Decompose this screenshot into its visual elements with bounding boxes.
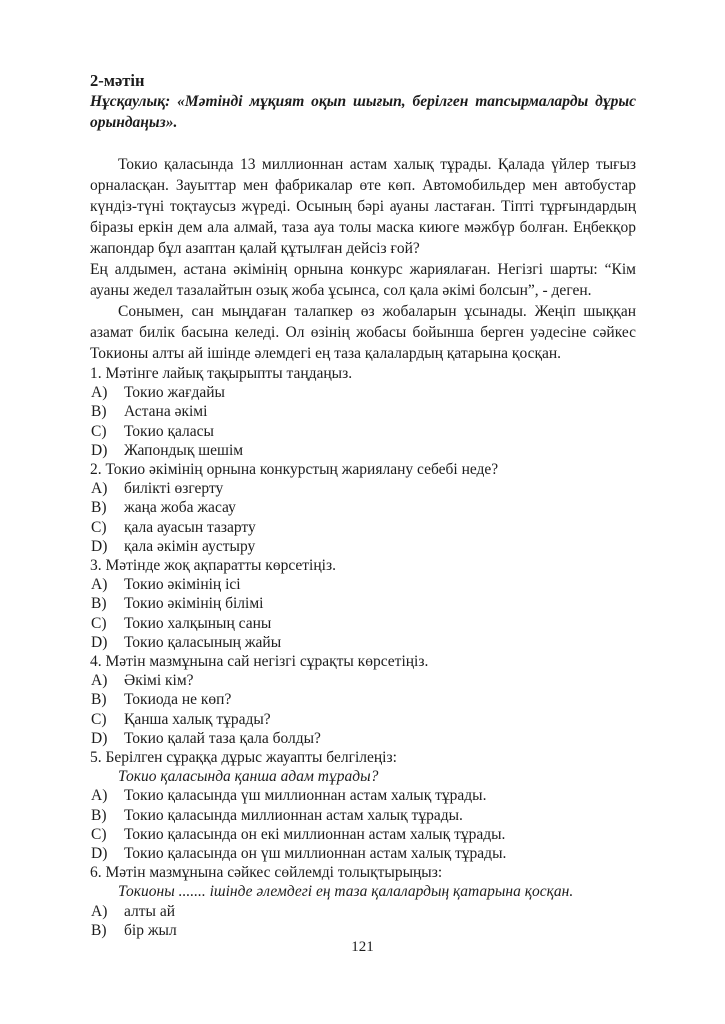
document-title: 2-мәтін xyxy=(90,71,145,90)
option-letter: C) xyxy=(91,825,107,843)
answer-option xyxy=(90,614,636,633)
question-title: 1. Мәтінге лайық тақырыпты таңдаңыз. xyxy=(90,365,353,382)
answer-option xyxy=(90,575,636,594)
option-letter: A) xyxy=(91,384,108,402)
option-letter: A) xyxy=(91,672,108,690)
option-text: билікті өзгерту xyxy=(124,480,224,498)
option-letter: B) xyxy=(91,403,107,421)
option-letter: B) xyxy=(91,806,107,824)
option-text: Токиода не көп? xyxy=(124,691,232,709)
option-letter: C) xyxy=(91,422,107,440)
option-letter: B) xyxy=(91,691,107,709)
instruction-text: Нұсқаулық: «Мәтінді мұқият оқып шығып, берілген тапсырмаларды дұрыс орындаңыз». xyxy=(90,93,636,131)
option-letter: D) xyxy=(91,729,108,747)
answer-option xyxy=(90,806,636,825)
text-paragraph-2: Ең алдымен, астана әкімінің орнына конкурс жариялаған. Негізгі шарты: “Кім ауаны жедел тазалайтын озық жоба ұсынса, сол қала әкімі болсын”, - деген. xyxy=(90,261,636,299)
option-letter: A) xyxy=(91,576,108,594)
answer-option xyxy=(90,498,636,517)
option-text: Токио жағдайы xyxy=(124,384,225,402)
answer-option xyxy=(90,518,636,537)
option-letter: C) xyxy=(91,614,107,632)
answer-option xyxy=(90,690,636,709)
option-letter: D) xyxy=(91,845,108,863)
option-text: Токио қаласында он екі миллионнан астам халық тұрады. xyxy=(124,825,506,843)
option-letter: A) xyxy=(91,480,108,498)
option-letter: D) xyxy=(91,441,108,459)
option-text: Қанша халық тұрады? xyxy=(124,710,271,728)
question-3 xyxy=(90,556,636,652)
page-number: 121 xyxy=(351,939,374,955)
answer-option xyxy=(90,537,636,556)
question-title: 3. Мәтінде жоқ ақпаратты көрсетіңіз. xyxy=(90,557,336,575)
option-text: Токио әкімінің білімі xyxy=(124,595,264,613)
answer-option xyxy=(90,671,636,690)
option-text: Токио қаласы xyxy=(124,422,214,440)
option-letter: B) xyxy=(91,595,107,613)
answer-option xyxy=(90,594,636,613)
option-letter: D) xyxy=(91,633,108,651)
option-text: Токио қаласының жайы xyxy=(124,633,282,651)
answer-option xyxy=(90,441,636,460)
question-title: 5. Берілген сұраққа дұрыс жауапты белгілеңіз: xyxy=(90,749,397,767)
answer-option xyxy=(90,479,636,498)
question-title: 2. Токио әкімінің орнына конкурстың жариялану себебі неде? xyxy=(90,461,499,479)
answer-option xyxy=(90,729,636,748)
answer-option xyxy=(90,710,636,729)
option-letter: B) xyxy=(91,499,107,517)
option-letter: B) xyxy=(91,921,107,939)
document-content xyxy=(90,70,636,940)
option-letter: C) xyxy=(91,710,107,728)
option-text: Әкімі кім? xyxy=(124,672,194,690)
text-paragraph-1: Токио қаласында 13 миллионнан астам халық тұрады. Қалада үйлер тығыз орналасқан. Зауыттар мен фабрикалар өте көп. Автомобильдер мен автобустар күндіз-түні тоқтаусыз жүреді. Осының бәрі ауаны ластаған. Тіпті тұрғындардың біразы еркін дем ала алмай, таза ауа толы маска киюге мәжбүр болған. Еңбекқор жапондар бұл азаптан қалай құтылған дейсіз ғой? xyxy=(90,156,636,257)
option-text: алты ай xyxy=(124,902,175,920)
answer-option xyxy=(90,422,636,441)
option-text: Токио қалай таза қала болды? xyxy=(124,729,321,747)
option-text: Токио қаласында миллионнан астам халық тұрады. xyxy=(124,806,463,824)
question-1 xyxy=(90,364,636,460)
answer-option xyxy=(90,844,636,863)
question-4 xyxy=(90,652,636,748)
question-6 xyxy=(90,863,636,940)
option-text: Жапондық шешім xyxy=(124,441,244,459)
option-text: Токио әкімінің ісі xyxy=(124,576,241,594)
question-prompt: Токио қаласында қанша адам тұрады? xyxy=(118,768,379,786)
answer-option xyxy=(90,902,636,921)
answer-option xyxy=(90,383,636,402)
question-5 xyxy=(90,748,636,863)
question-2 xyxy=(90,460,636,556)
option-letter: D) xyxy=(91,537,108,555)
option-text: жаңа жоба жасау xyxy=(124,499,236,517)
answer-option xyxy=(90,825,636,844)
text-paragraph-3: Сонымен, сан мыңдаған талапкер өз жобаларын ұсынады. Жеңіп шыққан азамат билік басына келеді. Ол өзінің жобасы бойынша берген уәдесіне сәйкес Токионы алты ай ішінде әлемдегі ең таза қалалардың қатарына қосқан. xyxy=(90,303,636,362)
option-text: Токио қаласында үш миллионнан астам халық тұрады. xyxy=(124,787,487,805)
question-title: 4. Мәтін мазмұнына сай негізгі сұрақты көрсетіңіз. xyxy=(90,653,429,671)
option-text: қала ауасын тазарту xyxy=(124,518,256,536)
option-letter: A) xyxy=(91,902,108,920)
answer-option xyxy=(90,402,636,421)
option-letter: C) xyxy=(91,518,107,536)
answer-option xyxy=(90,633,636,652)
answer-option xyxy=(90,786,636,805)
option-letter: A) xyxy=(91,787,108,805)
option-text: бір жыл xyxy=(124,921,177,939)
question-prompt: Токионы ....... ішінде әлемдегі ең таза қалалардың қатарына қосқан. xyxy=(118,883,574,901)
option-text: Токио халқының саны xyxy=(124,614,272,632)
option-text: Токио қаласында он үш миллионнан астам халық тұрады. xyxy=(124,845,507,863)
question-title: 6. Мәтін мазмұнына сәйкес сөйлемді толықтырыңыз: xyxy=(90,864,443,882)
option-text: Астана әкімі xyxy=(124,403,208,421)
option-text: қала әкімін аустыру xyxy=(124,537,256,555)
